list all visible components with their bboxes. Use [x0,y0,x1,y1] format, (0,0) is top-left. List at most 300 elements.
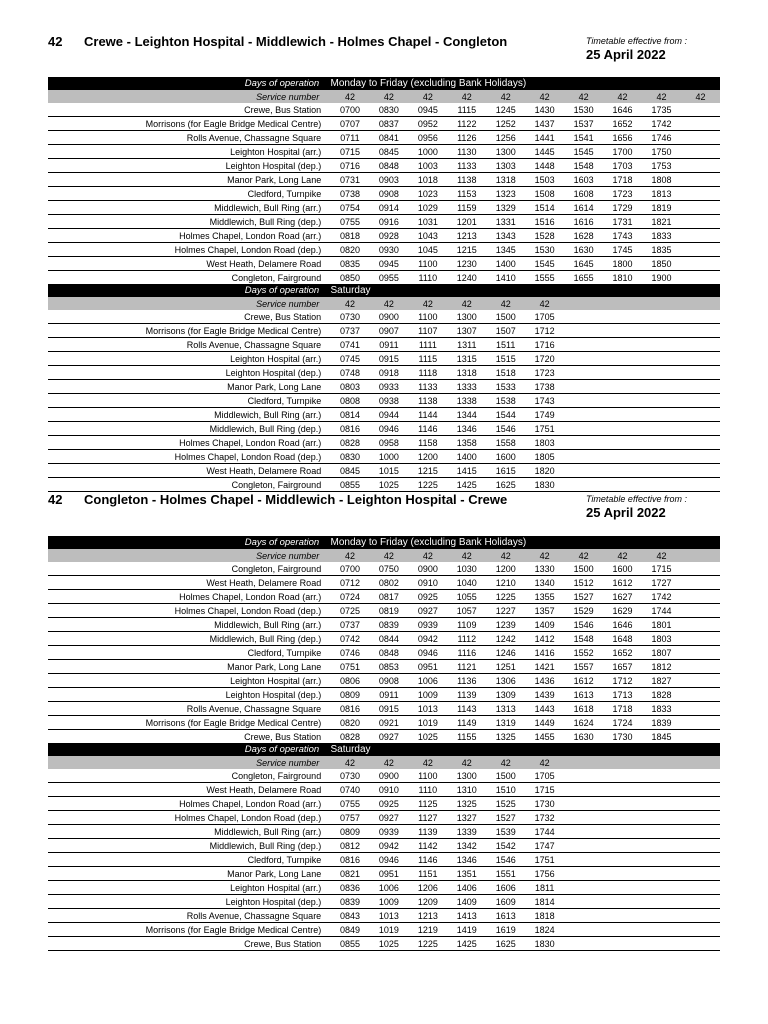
departure-time: 1344 [447,408,486,422]
departure-time [603,478,642,492]
stop-name: Cledford, Turnpike [48,394,321,408]
departure-time [681,187,720,201]
departure-time: 1025 [369,937,408,951]
departure-time: 1449 [525,716,564,730]
departure-time: 1545 [564,145,603,159]
departure-time: 1730 [525,797,564,811]
departure-time: 0836 [331,881,370,895]
service-number: 42 [408,297,447,310]
service-number: 42 [603,90,642,103]
departure-time: 1331 [486,215,525,229]
departure-time [642,797,681,811]
departure-time: 1242 [486,632,525,646]
days-of-operation-row [48,284,720,297]
departure-time: 1139 [447,688,486,702]
stop-name: West Heath, Delamere Road [48,257,321,271]
departure-time [564,923,603,937]
timetable-row [48,103,720,117]
departure-time: 0816 [331,702,370,716]
departure-time [564,909,603,923]
departure-time: 0746 [331,646,370,660]
departure-time: 0908 [369,674,408,688]
timetable-row [48,937,720,951]
departure-time: 0925 [408,590,447,604]
stop-name: Rolls Avenue, Chassagne Square [48,131,321,145]
stop-name: Crewe, Bus Station [48,103,321,117]
stop-name: Leighton Hospital (arr.) [48,674,321,688]
departure-time: 1652 [603,646,642,660]
departure-time: 0944 [369,408,408,422]
departure-time: 0939 [369,825,408,839]
departure-time [603,450,642,464]
departure-time: 1630 [564,730,603,744]
departure-time: 1900 [642,271,681,285]
timetable-row [48,380,720,394]
service-number-row [48,756,720,769]
stop-name: Morrisons (for Eagle Bridge Medical Centre) [48,117,321,131]
departure-time: 1652 [603,117,642,131]
departure-time: 1751 [525,853,564,867]
stop-name: Holmes Chapel, London Road (arr.) [48,436,321,450]
row-gap [321,159,330,173]
departure-time: 1833 [642,702,681,716]
departure-time: 0849 [331,923,370,937]
departure-time [603,324,642,338]
departure-time [681,604,720,618]
row-gap [321,243,330,257]
service-number: 42 [331,90,370,103]
departure-time: 1656 [603,131,642,145]
departure-time: 1006 [408,674,447,688]
departure-time: 1500 [486,769,525,783]
departure-time: 0716 [331,159,370,173]
departure-time: 1530 [525,243,564,257]
departure-time: 1608 [564,187,603,201]
timetable-row [48,324,720,338]
departure-time: 0946 [369,422,408,436]
effective-date: 25 April 2022 [586,505,666,520]
departure-time: 0910 [369,783,408,797]
departure-time: 1515 [486,352,525,366]
row-gap [321,352,330,366]
departure-time: 1819 [642,201,681,215]
departure-time: 1121 [447,660,486,674]
timetable-table [48,743,720,951]
departure-time: 0925 [369,797,408,811]
departure-time [564,464,603,478]
departure-time: 1355 [525,590,564,604]
departure-time: 1100 [408,769,447,783]
departure-time [681,839,720,853]
departure-time: 1724 [603,716,642,730]
departure-time: 1206 [408,881,447,895]
departure-time: 0830 [331,450,370,464]
departure-time: 1146 [408,853,447,867]
departure-time [681,797,720,811]
departure-time: 1200 [486,562,525,576]
row-gap [321,590,330,604]
departure-time: 0745 [331,352,370,366]
departure-time: 0955 [369,271,408,285]
departure-time: 0911 [369,338,408,352]
departure-time [681,243,720,257]
stop-name: Morrisons (for Eagle Bridge Medical Centre) [48,716,321,730]
days-of-operation-value: Monday to Friday (excluding Bank Holidays) [331,77,721,90]
departure-time [642,352,681,366]
departure-time [681,257,720,271]
departure-time: 1325 [447,797,486,811]
departure-time [603,380,642,394]
stop-name: Manor Park, Long Lane [48,867,321,881]
departure-time [681,464,720,478]
departure-time: 1100 [408,257,447,271]
departure-time: 0731 [331,173,370,187]
departure-time: 1133 [408,380,447,394]
departure-time: 1751 [525,422,564,436]
departure-time [681,660,720,674]
departure-time [681,811,720,825]
departure-time: 1210 [486,576,525,590]
departure-time [642,408,681,422]
timetable-row [48,408,720,422]
departure-time: 1655 [564,271,603,285]
service-number: 42 [447,756,486,769]
departure-time: 1338 [447,394,486,408]
timetable-row [48,895,720,909]
departure-time: 1111 [408,338,447,352]
departure-time [681,338,720,352]
departure-time: 1542 [486,839,525,853]
departure-time: 1419 [447,923,486,937]
departure-time: 1723 [603,187,642,201]
timetable-row [48,257,720,271]
row-gap [321,811,330,825]
departure-time: 1627 [603,590,642,604]
departure-time: 1100 [408,310,447,324]
timetable-row [48,464,720,478]
effective-date: 25 April 2022 [586,47,666,62]
row-gap [321,464,330,478]
departure-time [564,811,603,825]
departure-time: 1240 [447,271,486,285]
departure-time: 1455 [525,730,564,744]
departure-time [681,436,720,450]
departure-time: 1743 [603,229,642,243]
timetable-row [48,394,720,408]
row-gap [321,853,330,867]
departure-time [564,380,603,394]
stop-name: Leighton Hospital (arr.) [48,352,321,366]
departure-time: 1525 [486,797,525,811]
row-gap [321,408,330,422]
departure-time: 1300 [447,769,486,783]
row-gap [321,380,330,394]
departure-time [603,783,642,797]
departure-time: 1801 [642,618,681,632]
stop-name: Manor Park, Long Lane [48,173,321,187]
departure-time: 1345 [486,243,525,257]
stop-name: Manor Park, Long Lane [48,380,321,394]
departure-time: 1213 [447,229,486,243]
departure-time: 1537 [564,117,603,131]
service-number: 42 [486,756,525,769]
departure-time: 1013 [369,909,408,923]
departure-time: 1125 [408,797,447,811]
days-of-operation-label: Days of operation [48,743,321,756]
departure-time: 1144 [408,408,447,422]
departure-time: 1558 [486,436,525,450]
departure-time: 1311 [447,338,486,352]
stop-name: Holmes Chapel, London Road (dep.) [48,243,321,257]
service-number: 42 [603,549,642,562]
row-gap [321,394,330,408]
timetable-row [48,867,720,881]
departure-time: 1400 [447,450,486,464]
departure-time: 1133 [447,159,486,173]
departure-time: 1225 [408,478,447,492]
departure-time [681,478,720,492]
departure-time: 1715 [642,562,681,576]
departure-time [681,909,720,923]
timetable-row [48,562,720,576]
departure-time: 0738 [331,187,370,201]
departure-time [564,881,603,895]
departure-time: 1318 [486,173,525,187]
stop-name: Holmes Chapel, London Road (dep.) [48,811,321,825]
departure-time: 1557 [564,660,603,674]
service-number: 42 [369,756,408,769]
departure-time [681,937,720,951]
departure-time: 1511 [486,338,525,352]
departure-time: 1325 [486,730,525,744]
stop-name: Rolls Avenue, Chassagne Square [48,338,321,352]
departure-time: 0755 [331,215,370,229]
departure-time [564,366,603,380]
departure-time: 1615 [486,464,525,478]
stop-name: Cledford, Turnpike [48,187,321,201]
departure-time: 1003 [408,159,447,173]
departure-time [681,117,720,131]
departure-time: 0841 [369,131,408,145]
departure-time: 1029 [408,201,447,215]
departure-time: 1803 [525,436,564,450]
departure-time: 0828 [331,436,370,450]
row-gap [321,131,330,145]
departure-time: 1300 [447,310,486,324]
days-gap [321,536,330,549]
departure-time: 1040 [447,576,486,590]
departure-time: 0945 [369,257,408,271]
departure-time: 1533 [486,380,525,394]
departure-time: 1808 [642,173,681,187]
departure-time: 0817 [369,590,408,604]
departure-time: 1318 [447,366,486,380]
row-gap [321,187,330,201]
departure-time: 1818 [525,909,564,923]
departure-time: 1025 [369,478,408,492]
departure-time [681,103,720,117]
stop-name: Morrisons (for Eagle Bridge Medical Centre) [48,324,321,338]
departure-time: 1743 [525,394,564,408]
departure-time [642,867,681,881]
departure-time [603,895,642,909]
stop-name: Congleton, Fairground [48,769,321,783]
timetable-row [48,839,720,853]
departure-time: 0814 [331,408,370,422]
departure-time: 1019 [369,923,408,937]
departure-time: 1715 [525,783,564,797]
departure-time: 1019 [408,716,447,730]
departure-time: 0741 [331,338,370,352]
service-number: 42 [564,90,603,103]
departure-time: 1529 [564,604,603,618]
departure-time [642,422,681,436]
days-of-operation-label: Days of operation [48,284,321,297]
departure-time [642,324,681,338]
timetable-row [48,145,720,159]
departure-time: 1619 [486,923,525,937]
departure-time: 1507 [486,324,525,338]
row-gap [321,450,330,464]
timetable-row [48,923,720,937]
departure-time: 1503 [525,173,564,187]
departure-time: 0958 [369,436,408,450]
days-of-operation-value: Saturday [331,743,721,756]
departure-time [564,422,603,436]
stop-name: Morrisons (for Eagle Bridge Medical Centre) [48,923,321,937]
departure-time: 0737 [331,324,370,338]
timetable-row [48,229,720,243]
service-number: 42 [486,90,525,103]
departure-time [603,352,642,366]
departure-time: 1215 [447,243,486,257]
departure-time [681,131,720,145]
departure-time: 0742 [331,632,370,646]
departure-time: 0855 [331,937,370,951]
departure-time: 0910 [408,576,447,590]
departure-time: 0916 [369,215,408,229]
departure-time: 1738 [525,380,564,394]
departure-time: 1628 [564,229,603,243]
timetable-row [48,436,720,450]
service-number: 42 [486,297,525,310]
departure-time: 1749 [525,408,564,422]
departure-time: 0748 [331,366,370,380]
departure-time: 1824 [525,923,564,937]
departure-time: 1139 [408,825,447,839]
departure-time [681,450,720,464]
departure-time: 0839 [331,895,370,909]
days-of-operation-value: Saturday [331,284,721,297]
route-number: 42 [48,34,63,49]
departure-time: 1122 [447,117,486,131]
departure-time [681,688,720,702]
timetable-row [48,688,720,702]
departure-time: 0911 [369,688,408,702]
departure-time: 1612 [564,674,603,688]
route-number: 42 [48,492,63,507]
departure-time: 1245 [486,103,525,117]
departure-time: 1600 [603,562,642,576]
departure-time: 1323 [486,187,525,201]
departure-time: 1315 [447,352,486,366]
departure-time: 1716 [525,338,564,352]
timetable-row [48,187,720,201]
departure-time [564,338,603,352]
departure-time: 1645 [564,257,603,271]
departure-time: 1256 [486,131,525,145]
departure-time [642,338,681,352]
departure-time [564,310,603,324]
departure-time [681,324,720,338]
service-number: 42 [486,549,525,562]
row-gap [321,324,330,338]
departure-time: 1346 [447,853,486,867]
departure-time: 0843 [331,909,370,923]
departure-time: 1138 [408,394,447,408]
departure-time: 1416 [525,646,564,660]
departure-time [681,769,720,783]
departure-time: 1500 [564,562,603,576]
stop-name: Leighton Hospital (dep.) [48,366,321,380]
departure-time: 1306 [486,674,525,688]
departure-time [642,769,681,783]
departure-time [681,201,720,215]
departure-time [642,436,681,450]
departure-time: 0930 [369,243,408,257]
departure-time: 1727 [642,576,681,590]
departure-time: 1720 [525,352,564,366]
timetable-row [48,783,720,797]
departure-time: 1307 [447,324,486,338]
departure-time [564,839,603,853]
departure-time: 1400 [486,257,525,271]
route-title: Crewe - Leighton Hospital - Middlewich - Holmes Chapel - Congleton [84,34,508,49]
departure-time: 1246 [486,646,525,660]
departure-time: 1657 [603,660,642,674]
departure-time: 1333 [447,380,486,394]
stop-name: Holmes Chapel, London Road (dep.) [48,604,321,618]
departure-time: 1614 [564,201,603,215]
departure-time: 0927 [369,730,408,744]
departure-time: 1750 [642,145,681,159]
timetable-row [48,825,720,839]
stop-name: Middlewich, Bull Ring (dep.) [48,215,321,229]
departure-time: 1342 [447,839,486,853]
departure-time: 0700 [331,103,370,117]
departure-time: 1541 [564,131,603,145]
departure-time: 1744 [642,604,681,618]
departure-time: 0803 [331,380,370,394]
row-gap [321,839,330,853]
departure-time [564,895,603,909]
stop-name: Crewe, Bus Station [48,730,321,744]
timetable-row [48,159,720,173]
timetable-row [48,646,720,660]
departure-time: 1436 [525,674,564,688]
row-gap [321,562,330,576]
stop-name: West Heath, Delamere Road [48,576,321,590]
departure-time [681,674,720,688]
timetable-row [48,422,720,436]
departure-time: 1346 [447,422,486,436]
departure-time: 1023 [408,187,447,201]
service-number: 42 [331,549,370,562]
stop-name: Congleton, Fairground [48,562,321,576]
service-number [564,297,603,310]
departure-time: 1425 [447,937,486,951]
departure-time [642,366,681,380]
